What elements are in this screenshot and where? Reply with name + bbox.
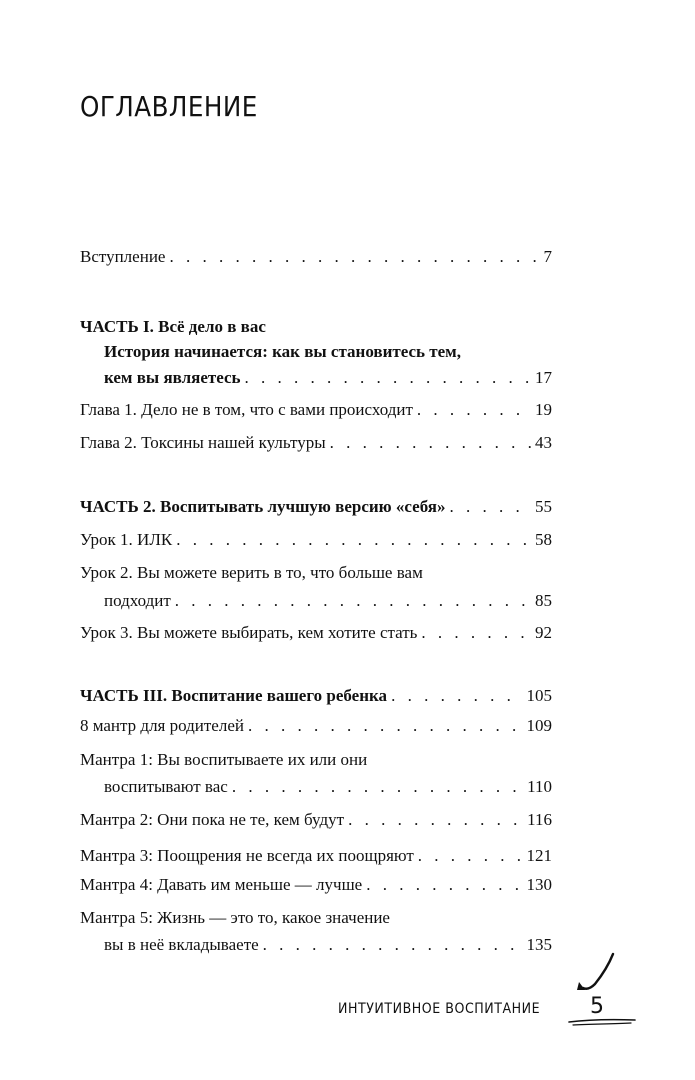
toc-entry-page: 110: [527, 777, 552, 796]
toc-part-2-heading[interactable]: [80, 496, 552, 518]
toc-entry-mantra-5-line-2[interactable]: [104, 934, 552, 956]
toc-entry-label: Урок 1. ИЛК: [80, 530, 173, 549]
toc-entry-label: История начинается: как вы становитесь тем,: [104, 342, 461, 361]
toc-entry-label: вы в неё вкладываете: [104, 935, 259, 954]
toc-entry-mantra-1-line-2[interactable]: [104, 776, 552, 798]
toc-entry-label: ЧАСТЬ I. Всё дело в вас: [80, 317, 266, 336]
toc-entry-label: Мантра 2: Они пока не те, кем будут: [80, 810, 345, 829]
toc-entry-label: 8 мантр для родителей: [80, 716, 244, 735]
toc-entry-chapter-1[interactable]: [80, 399, 552, 421]
toc-entry-page: 105: [526, 686, 552, 705]
dot-leader: [330, 432, 531, 454]
toc-entry-page: 7: [543, 247, 552, 266]
dot-leader: [417, 399, 531, 421]
dot-leader: [366, 874, 522, 896]
toc-entry-page: 92: [535, 623, 552, 642]
toc-entry-chapter-2[interactable]: [80, 432, 552, 454]
page-number: 5: [590, 994, 604, 1019]
toc-entry-label: Мантра 1: Вы воспитываете их или они: [80, 750, 368, 769]
dot-leader: [232, 776, 523, 798]
dot-leader: [245, 367, 531, 389]
toc-entry-mantra-2[interactable]: [80, 809, 552, 831]
toc-entry-label: кем вы являетесь: [104, 368, 241, 387]
toc-part-1-heading[interactable]: [80, 316, 552, 338]
toc-entry-page: 19: [535, 400, 552, 419]
toc-entry-label: Глава 2. Токсины нашей культуры: [80, 433, 326, 452]
toc-part-3-heading[interactable]: [80, 685, 552, 707]
toc-entry-8-mantras[interactable]: [80, 715, 552, 737]
dot-leader: [176, 529, 531, 551]
dot-leader: [248, 715, 523, 737]
toc-entry-page: 43: [535, 433, 552, 452]
toc-entry-label: Мантра 4: Давать им меньше — лучше: [80, 875, 363, 894]
toc-entry-page: 109: [526, 716, 552, 735]
dot-leader: [421, 622, 531, 644]
toc-entry-introduction[interactable]: [80, 246, 552, 268]
toc-entry-label: Мантра 5: Жизнь — это то, какое значение: [80, 908, 390, 927]
toc-entry-lesson-1[interactable]: [80, 529, 552, 551]
dot-leader: [169, 246, 539, 268]
toc-entry-page: 17: [535, 368, 552, 387]
dot-leader: [391, 685, 522, 707]
toc-entry-mantra-1-line-1[interactable]: [80, 749, 552, 771]
dot-leader: [450, 496, 532, 518]
dot-leader: [348, 809, 523, 831]
toc-entry-label: Мантра 3: Поощрения не всегда их поощряют: [80, 846, 414, 865]
toc-entry-page: 116: [527, 810, 552, 829]
page-title: ОГЛАВЛЕНИЕ: [80, 90, 258, 123]
toc-entry-label: Урок 2. Вы можете верить в то, что больше вам: [80, 563, 423, 582]
toc-entry-label: ЧАСТЬ 2. Воспитывать лучшую версию «себя»: [80, 497, 446, 516]
dot-leader: [263, 934, 523, 956]
toc-entry-lesson-2-line-2[interactable]: [104, 590, 552, 612]
dot-leader: [418, 845, 523, 867]
toc-entry-label: подходит: [104, 591, 171, 610]
toc-entry-label: Урок 3. Вы можете выбирать, кем хотите стать: [80, 623, 418, 642]
toc-entry-label: Вступление: [80, 247, 166, 266]
toc-entry-story-line-2[interactable]: [104, 367, 552, 389]
toc-entry-page: 130: [526, 875, 552, 894]
toc-entry-lesson-3[interactable]: [80, 622, 552, 644]
dot-leader: [175, 590, 531, 612]
toc-entry-lesson-2-line-1[interactable]: [80, 562, 552, 584]
toc-entry-page: 58: [535, 530, 552, 549]
toc-entry-label: Глава 1. Дело не в том, что с вами происходит: [80, 400, 413, 419]
toc-entry-label: воспитывают вас: [104, 777, 228, 796]
toc-entry-page: 85: [535, 591, 552, 610]
toc-entry-page: 121: [526, 846, 552, 865]
toc-entry-mantra-5-line-1[interactable]: [80, 907, 552, 929]
footer-book-title: ИНТУИТИВНОЕ ВОСПИТАНИЕ: [338, 1001, 541, 1017]
toc-entry-page: 55: [535, 497, 552, 516]
toc-entry-page: 135: [526, 935, 552, 954]
toc-entry-mantra-4[interactable]: [80, 874, 552, 896]
toc-entry-label: ЧАСТЬ III. Воспитание вашего ребенка: [80, 686, 388, 705]
toc-entry-story-line-1[interactable]: [104, 341, 552, 363]
toc-entry-mantra-3[interactable]: [80, 845, 552, 867]
